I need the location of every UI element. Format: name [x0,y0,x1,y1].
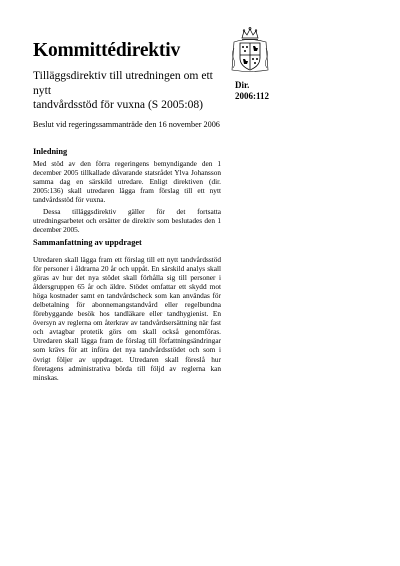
section-heading-sammanfattning: Sammanfattning av uppdraget [33,238,142,247]
directive-subject [33,69,233,113]
decision-line: Beslut vid regeringssammanträde den 16 november 2006 [33,120,220,129]
subject-line-1: Tilläggsdirektiv till utredningen om ett nytt [33,69,213,97]
directive-number: 2006:112 [235,91,270,101]
inledning-paragraph-1: Med stöd av den förra regeringens bemyndigande den 1 december 2005 tillkallade dåvarande statsrådet Ylva Johansson samma dag en särskild utredare. Enligt direktiven (dir. 2005:136) skall utredaren lägga fram förslag till ett nytt tandvårdsstöd för vuxna. [33,159,221,205]
sammanfattning-paragraph-1: Utredaren skall lägga fram ett förslag till ett nytt tandvårdsstöd för personer i åldrarna 20 år och uppåt. En särskild analys skall göras av hur det nya stödet skall förhålla sig till personer i åldersgruppen 65 år och äldre. Stödet omfattar ett skydd mot höga kostnader samt en tandvårdscheck som kan användas för delbetalning för abonnemangstandvård eller regelbundna förebyggande besök hos tandläkare eller tandhygienist. En översyn av reglerna om återkrav av tandvårdsersättning när fast och avtagbar protetik görs om skall också genomföras. Utredaren skall lägga fram de förslag till författningsändringar som krävs för att införa det nya tandvårdsstödet och som i övrigt följer av uppdraget. Utredaren skall föreslå hur företagens administrativa börda till följd av reglerna kan minskas. [33,255,221,382]
section-heading-inledning: Inledning [33,147,68,156]
swedish-royal-crest-icon [228,26,272,74]
directive-label: Dir. [235,80,250,90]
document-type-title: Kommittédirektiv [33,40,180,61]
subject-line-2: tandvårdsstöd för vuxna (S 2005:08) [33,98,204,111]
inledning-paragraph-2: Dessa tilläggsdirektiv gäller för det fortsatta utredningsarbetet och ersätter de direktiv som beslutades den 1 december 2005. [33,207,221,235]
